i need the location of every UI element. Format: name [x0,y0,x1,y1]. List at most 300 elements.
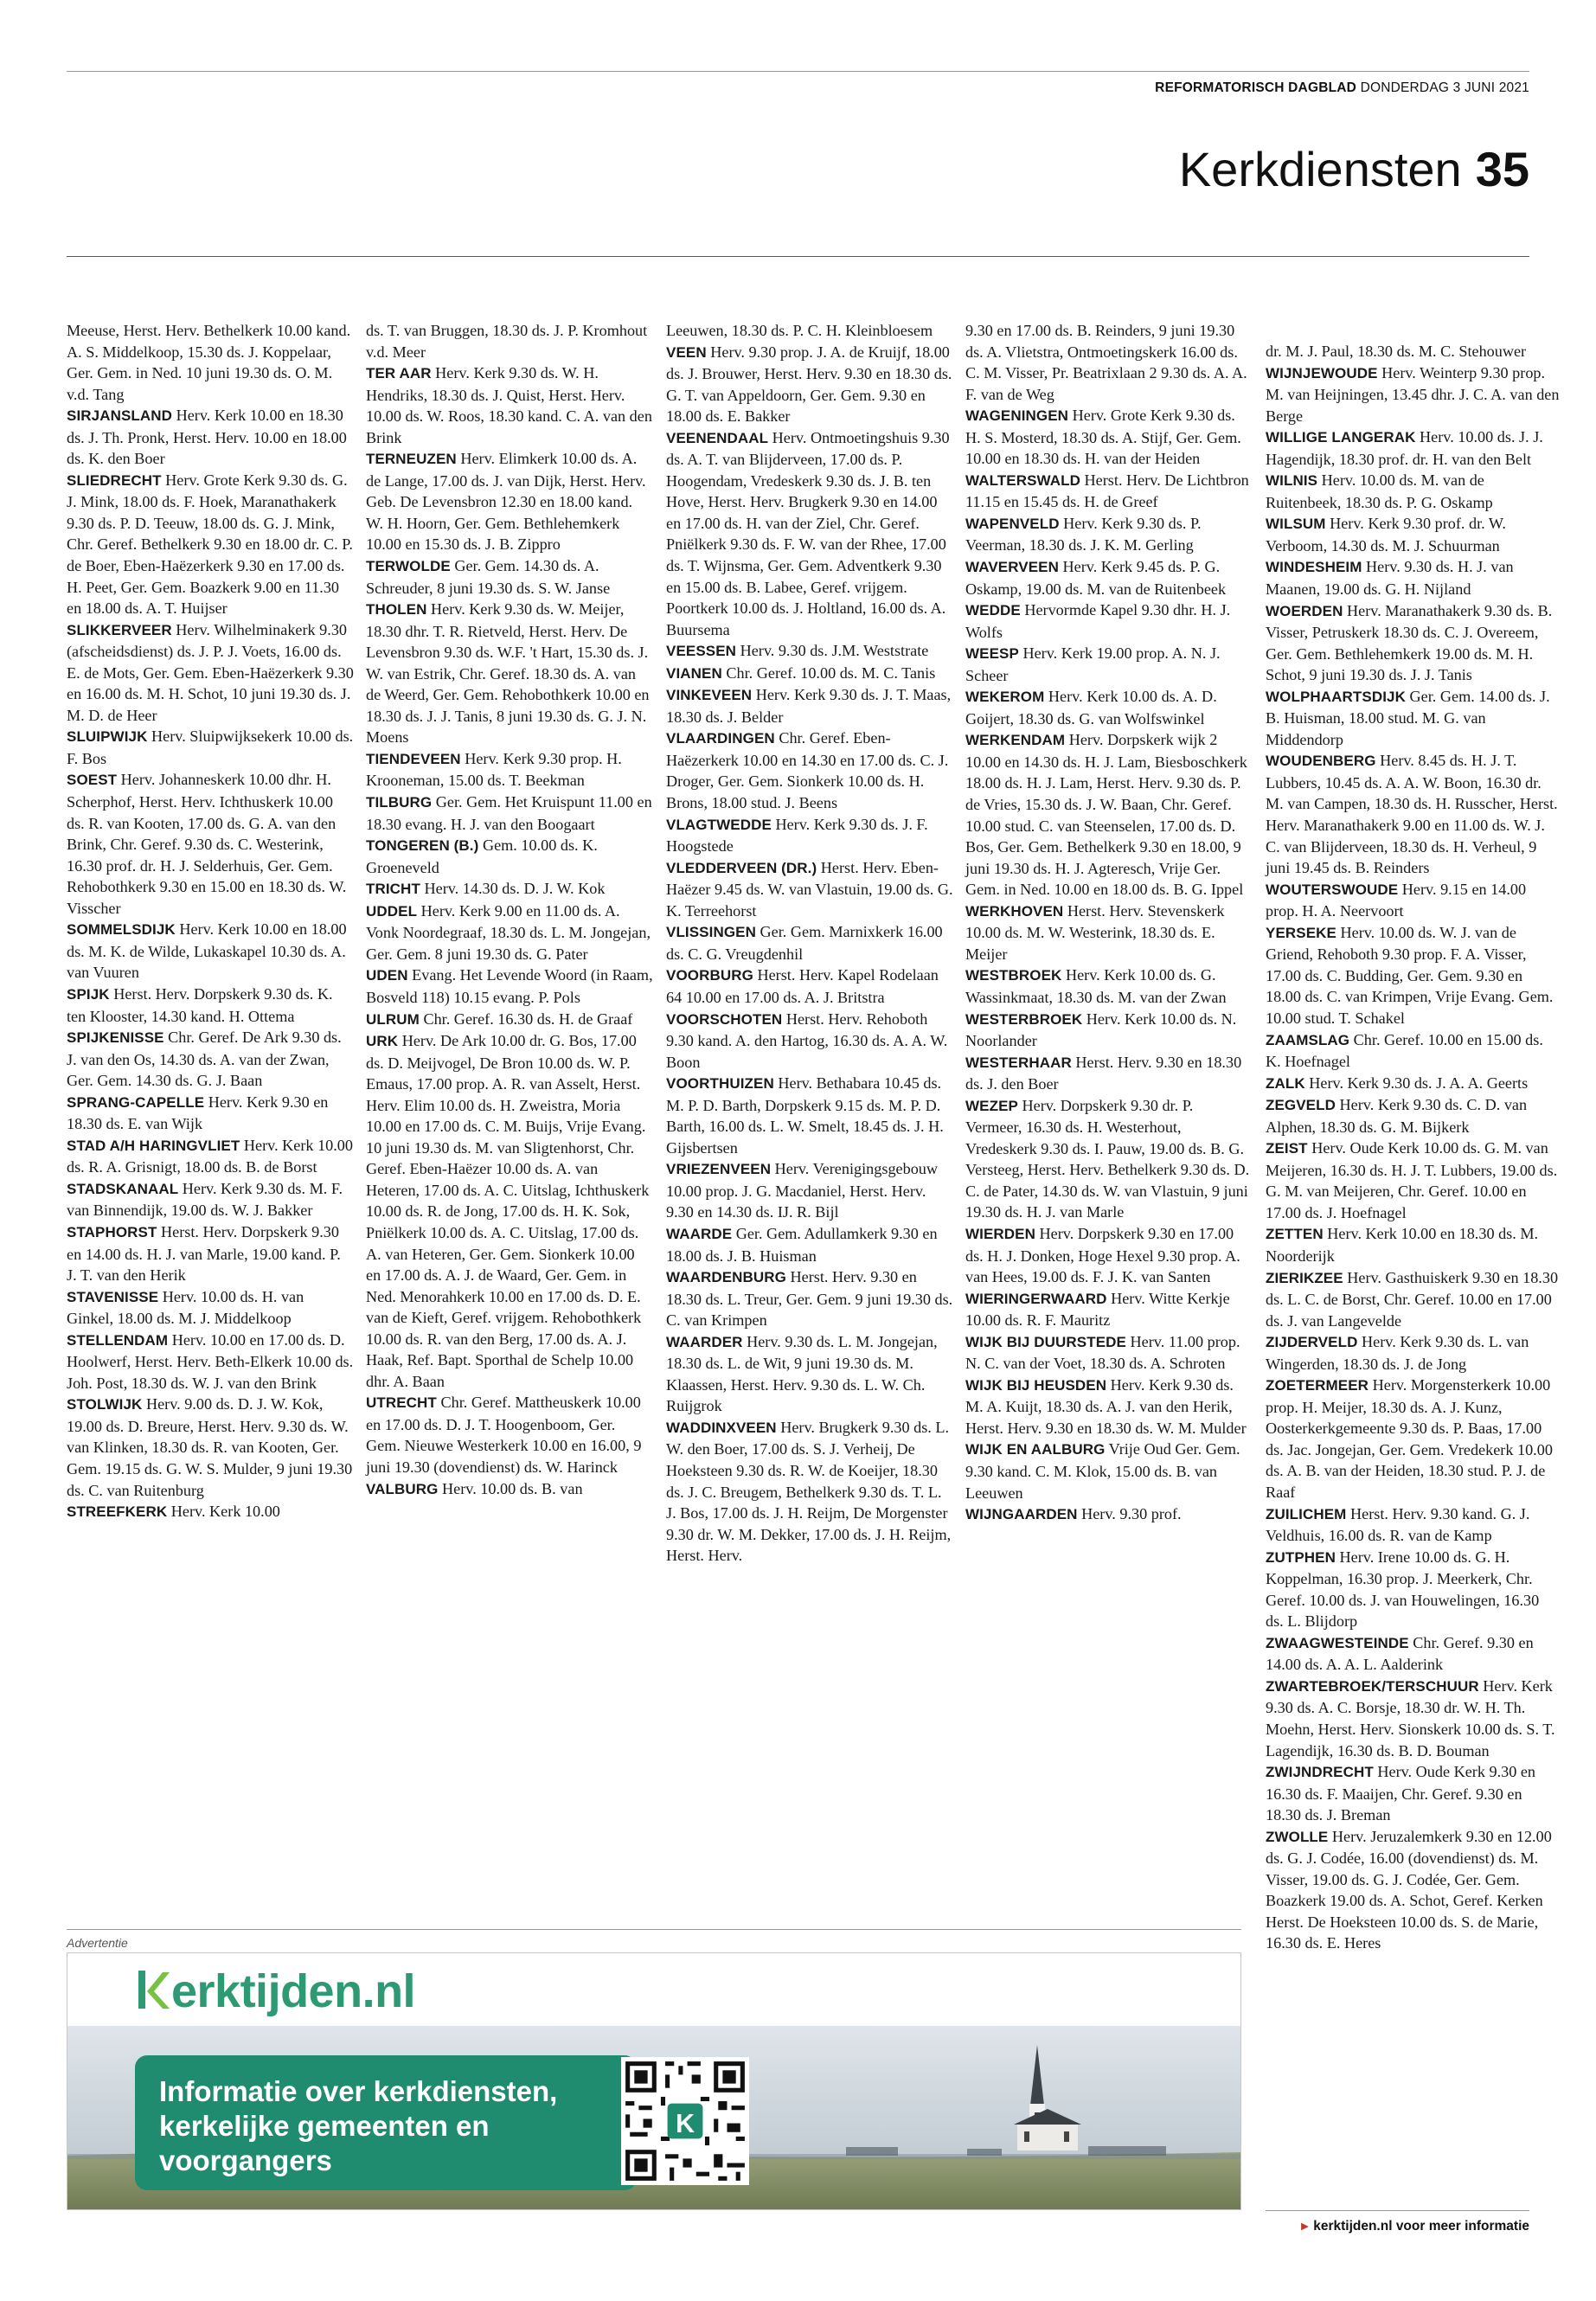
place-name: ZOETERMEER [1266,1377,1369,1394]
logo-text: erktijden.nl [171,1965,416,2017]
church-listing [965,1439,1253,1503]
place-name: ZAAMSLAG [1266,1031,1350,1048]
place-name: WESTERBROEK [965,1010,1083,1028]
church-listing [666,814,953,857]
place-name: UDDEL [366,902,418,920]
church-listing [67,1178,354,1221]
church-listing [965,901,1253,965]
church-listing [666,727,953,813]
church-listing [965,320,1253,405]
church-listing [1266,1632,1560,1676]
service-details: Herv. Kerk 9.30 ds. J. T. Maas, 18.30 ds. J. Belder [666,686,952,726]
church-listing [666,1073,953,1158]
service-details: Herv. 11.00 prop. N. C. van der Voet, 18.30 ds. A. Schroten [965,1332,1240,1373]
ad-headline-box [135,2055,637,2190]
service-details: Herv. Kerk 10.00 ds. R. A. Grisnigt, 18.00 ds. B. de Borst [67,1136,353,1176]
church-listing [1266,1267,1560,1332]
service-details: Leeuwen, 18.30 ds. P. C. H. Kleinbloesem [666,322,933,339]
church-listing [1266,426,1560,470]
service-details: Herst. Herv. De Lichtbron 11.15 en 15.45 ds. H. de Greef [965,471,1249,511]
church-listing [666,1009,953,1074]
church-listing [1266,1503,1560,1547]
church-listing [67,470,354,619]
church-listing [366,748,653,792]
service-details: Herst. Herv. Dorpskerk 9.30 en 14.00 ds. H. J. van Marle, 19.00 kand. P. J. T. van den Herik [67,1222,341,1285]
footer-rule [1266,2210,1529,2211]
place-name: STAVENISSE [67,1288,159,1305]
service-details: Herv. Kerk 9.30 ds. L. van Wingerden, 18.30 ds. J. de Jong [1266,1333,1529,1373]
service-details: Chr. Geref. De Ark 9.30 ds. J. van den Os, 14.30 ds. A. van der Zwan, Ger. Gem. 14.30 ds. G. J. Baan [67,1029,342,1090]
place-name: SOMMELSDIJK [67,921,176,939]
place-name: WIJK EN AALBURG [965,1441,1106,1458]
place-name: VLAARDINGEN [666,730,775,747]
service-details: Herv. Kerk 9.30 ds. C. D. van Alphen, 18.30 ds. G. M. Bijkerk [1266,1096,1528,1136]
service-details: Herv. Gasthuiskerk 9.30 en 18.30 ds. L. C. de Borst, Chr. Geref. 10.00 en 17.00 ds. J. van Langevelde [1266,1268,1559,1330]
service-details: Herv. Kerk 9.30 ds. M. F. van Binnendijk, 19.00 ds. W. J. Bakker [67,1179,343,1220]
place-name: ZALK [1266,1074,1305,1092]
service-details: Herv. Grote Kerk 9.30 ds. G. J. Mink, 18.00 ds. F. Hoek, Maranathakerk 9.30 ds. P. D. Teeuw, 18.00 ds. G. J. Mink, Chr. Geref. Bethelkerk 9.30 en 18.00 dr. C. P. de Boer, Eben-Haëzerkerk 9.30 en 17.00 ds. H. Peet, Ger. Gem. Boazkerk 9.00 en 11.30 en 18.00 ds. A. T. Huijser [67,471,353,618]
service-details: Herv. Jeruzalemkerk 9.30 en 12.00 ds. G. J. Codée, 16.00 (dovendienst) ds. M. Visser, 19.00 ds. G. J. Codée, Ger. Gem. Boazkerk 19.00 ds. A. Schot, Geref. Kerken Herst. De Hoeksteen 10.00 ds. S. de Marie, 16.30 ds. E. Heres [1266,1827,1552,1952]
service-details: Chr. Geref. Eben-Haëzerkerk 10.00 en 14.30 en 17.00 ds. C. J. Droger, Ger. Gem. Sionkerk 10.00 ds. H. Brons, 18.00 stud. J. Beens [666,729,949,812]
church-listing [67,320,354,405]
place-name: WEZEP [965,1097,1018,1114]
service-details: Chr. Geref. 9.30 en 14.00 ds. A. A. L. Aalderink [1266,1633,1534,1674]
service-details: Chr. Geref. 10.00 ds. M. C. Tanis [721,663,936,682]
service-details: Evang. Het Levende Woord (in Raam, Bosveld 118) 10.15 evang. P. Pols [366,966,653,1006]
church-listing [965,1223,1253,1288]
section-title [1178,142,1529,196]
place-name: WILNIS [1266,472,1318,490]
service-details: Herv. Kerk 9.30 prop. H. Krooneman, 15.00 ds. T. Beekman [366,749,622,790]
place-name: TERWOLDE [366,558,451,575]
church-listing [1266,1547,1560,1632]
kerktijden-logo [135,1962,415,2018]
service-details: Herv. Weinterp 9.30 prop. M. van Heijningen, 13.45 dhr. J. C. A. van den Berge [1266,363,1560,425]
service-details: Herv. Kerk 9.30 ds. P. Veerman, 18.30 ds. J. K. M. Gerling [965,514,1202,554]
service-details: Herv. 10.00 ds. M. van de Ruitenbeek, 18.30 ds. P. G. Oskamp [1266,471,1493,511]
place-name: SLIKKERVEER [67,621,172,638]
place-name: ZWIJNDRECHT [1266,1764,1374,1781]
service-details: Gem. 10.00 ds. K. Groeneveld [366,836,598,876]
church-listing [666,921,953,965]
church-listing [965,556,1253,599]
church-listing [965,1288,1253,1331]
service-details: Herv. Grote Kerk 9.30 ds. H. S. Mosterd, 18.30 ds. A. Stijf, Ger. Gem. 10.00 en 18.30 ds. H. van der Heiden [965,407,1241,468]
church-listing [1266,922,1560,1029]
service-details: Herst. Herv. Kapel Rodelaan 64 10.00 en 17.00 ds. A. J. Britstra [666,966,939,1006]
place-name: WEDDE [965,602,1021,619]
church-listing [67,1394,354,1501]
service-details: Ger. Gem. Marnixkerk 16.00 ds. C. G. Vreugdenhil [666,923,943,963]
place-name: UTRECHT [366,1394,437,1412]
church-listing [1266,1094,1560,1138]
service-details: Herv. Wilhelminakerk 9.30 (afscheidsdienst) ds. J. P. J. Voets, 16.00 ds. E. de Mots, Ger. Gem. Eben-Haëzerkerk 9.30 en 16.00 ds. M. H. Schot, 10 juni 19.30 ds. J. M. D. de Heer [67,620,354,724]
service-details: Herv. Kerk 10.00 en 18.30 ds. M. Noorderijk [1266,1225,1539,1265]
service-details: dr. M. J. Paul, 18.30 ds. M. C. Stehouwer [1266,343,1527,360]
church-listing [366,965,653,1008]
church-listing [965,965,1253,1008]
service-details: Herv. Ontmoetingshuis 9.30 ds. A. T. van Blijderveen, 17.00 ds. P. Hoogendam, Vredeskerk 9.30 ds. J. B. ten Hove, Herst. Herv. Brugkerk 9.30 en 14.00 en 17.00 ds. H. van der Ziel, Chr. Geref. Pniëlkerk 9.30 ds. F. W. van der Rhee, 17.00 ds. T. Wijnsma, Ger. Gem. Adventkerk 9.30 en 15.00 ds. B. Labee, Geref. vrijgem. Poortkerk 10.00 ds. J. Holtland, 16.00 ds. A. Buursema [666,428,950,638]
church-listing [67,1027,354,1092]
church-listing [366,901,653,965]
place-name: SPIJKENISSE [67,1029,164,1047]
place-name: SPIJK [67,985,110,1003]
church-listing [1266,362,1560,427]
place-name: TRICHT [366,881,420,898]
place-name: WOERDEN [1266,602,1343,619]
place-name: ZETTEN [1266,1226,1324,1243]
church-listing [666,427,953,640]
church-listing [1266,1761,1560,1826]
place-name: WIJK BIJ DUURSTEDE [965,1333,1126,1350]
service-details: Herv. Sluipwijksekerk 10.00 ds. F. Bos [67,727,354,767]
place-name: WERKHOVEN [965,902,1064,920]
masthead-date: DONDERDAG 3 JUNI 2021 [1360,80,1529,95]
church-listing [666,320,953,342]
church-listing [366,555,653,599]
place-name: SOEST [67,772,118,789]
place-name: UDEN [366,967,408,984]
place-name: YERSEKE [1266,924,1336,941]
place-name: WAPENVELD [965,515,1060,532]
section-rule [67,256,1529,257]
church-listing [1266,1073,1560,1095]
service-details: Herv. Kerk 10.00 [167,1503,280,1521]
place-name: VRIEZENVEEN [666,1161,772,1178]
place-name: VALBURG [366,1480,439,1497]
service-details: Herv. 9.30 ds. L. M. Jongejan, 18.30 ds. L. de Wit, 9 juni 19.30 ds. M. Klaassen, Herst. Herv. 9.30 ds. L. W. Ch. Ruijgrok [666,1332,938,1415]
place-name: SLUIPWIJK [67,728,148,746]
service-details: Herst. Herv. Eben-Haëzer 9.45 ds. W. van Vlastuin, 19.00 ds. G. K. Terreehorst [666,858,953,920]
service-details: Herst. Herv. 9.30 kand. G. J. Veldhuis, 16.00 ds. R. van de Kamp [1266,1504,1530,1545]
service-details: Herv. Dorpskerk 9.30 en 17.00 ds. H. J. Donken, Hoge Hexel 9.30 prop. A. van Hees, 19.00 ds. F. J. K. van Santen [965,1224,1240,1286]
service-details: Herst. Herv. Stevenskerk 10.00 ds. M. W. Westerink, 18.30 ds. E. Meijer [965,901,1225,963]
qr-code-icon[interactable] [621,2057,749,2185]
top-rule [67,71,1529,72]
service-details: Herv. 9.00 ds. D. J. W. Kok, 19.00 ds. D. Breure, Herst. Herv. 9.30 ds. W. van Klinken, 18.30 ds. R. van Kooten, Ger. Gem. 19.15 ds. G. W. S. Mulder, 9 juni 19.30 ds. C. van Ruitenburg [67,1395,353,1499]
column-2 [366,320,653,1500]
more-info-link[interactable] [1301,2218,1529,2234]
church-listing [965,686,1253,729]
church-listing [666,1158,953,1223]
church-listing [1266,341,1560,362]
church-listing [366,599,653,748]
ad-headline-line-3: voorgangers [159,2144,332,2176]
service-details: Chr. Geref. 16.30 ds. H. de Graaf [419,1009,633,1028]
service-details: Herv. Kerk 9.30 prof. dr. W. Verboom, 14.30 ds. M. J. Schuurman [1266,515,1506,554]
service-details: Herv. Morgensterkerk 10.00 prop. H. Meijer, 18.30 ds. A. J. Kunz, Oosterkerkgemeente 9.30 ds. P. Baas, 17.00 ds. Jac. Jongejan, Ger. Gem. Vredekerk 10.00 ds. A. B. van der Heiden, 18.30 stud. P. J. de Raaf [1266,1376,1553,1501]
place-name: VLAGTWEDDE [666,816,772,833]
service-details: Herv. 10.00 ds. H. van Ginkel, 18.00 ds. M. J. Middelkoop [67,1287,304,1328]
place-name: TILBURG [366,794,433,811]
service-details: Herv. Witte Kerkje 10.00 ds. R. F. Mauritz [965,1289,1230,1330]
church-listing [67,1092,354,1135]
church-listing [666,342,953,427]
church-listing [1266,1676,1560,1761]
place-name: WEKEROM [965,689,1045,706]
service-details: Herv. Kerk 9.30 ds. W. Meijer, 18.30 dhr. T. R. Rietveld, Herst. Herv. De Levensbron 9.30 ds. W.F. 't Hart, 15.30 ds. J. W. van Estrik, Chr. Geref. 18.30 ds. A. van de Weerd, Ger. Gem. Rehobothkerk 10.00 en 18.30 ds. J. J. Tanis, 8 juni 19.30 ds. G. J. N. Moens [366,600,650,747]
place-name: ZIJDERVELD [1266,1334,1358,1351]
service-details: Herv. Kerk 10.00 ds. N. Noorlander [965,1009,1237,1050]
church-listing [366,1030,653,1392]
church-listing [366,792,653,835]
place-name: ZIERIKZEE [1266,1269,1343,1286]
church-listing [965,643,1253,686]
place-name: WIERDEN [965,1225,1035,1242]
place-name: WERKENDAM [965,732,1066,749]
service-details: Herv. Maranathakerk 9.30 ds. B. Visser, Petruskerk 18.30 ds. C. J. Overeem, Ger. Gem. Bethlehemkerk 19.00 ds. M. H. Schot, 9 juni 19.30 ds. J. J. Tanis [1266,601,1553,684]
place-name: WAARDENBURG [666,1269,786,1286]
column-5 [1266,341,1560,1954]
church-listing [67,1501,354,1523]
place-name: TER AAR [366,365,432,382]
church-listing [666,965,953,1008]
church-listing [965,1052,1253,1095]
church-listing [965,1375,1253,1439]
place-name: VEEN [666,343,707,361]
church-listing [1266,470,1560,513]
service-details: Herv. Dorpskerk wijk 2 10.00 en 14.30 ds. H. J. Lam, Biesboschkerk 18.00 ds. H. J. Lam, Herst. Herv. 9.30 ds. P. de Vries, 15.30 ds. J. W. Baan, Chr. Geref. 10.00 stud. C. van Steenselen, 17.00 ds. D. Bos, Ger. Gem. Bethelkerk 9.30 en 18.00, 9 juni 19.30 ds. H. J. Agteresch, Vrije Ger. Gem. in Ned. 10.00 en 18.00 ds. B. G. Ippel [965,731,1247,899]
church-listing [67,1330,354,1394]
place-name: WIERINGERWAARD [965,1290,1107,1307]
place-name: ZWOLLE [1266,1828,1329,1845]
service-details: Chr. Geref. 10.00 en 15.00 ds. K. Hoefnagel [1266,1030,1543,1071]
church-listing [1266,1826,1560,1954]
arrow-right-icon: ▸ [1301,2219,1309,2234]
column-1 [67,320,354,1523]
service-details: Herv. 8.45 ds. H. J. T. Lubbers, 10.45 ds. A. A. W. Boon, 16.30 dr. M. van Campen, 18.30 ds. H. Russcher, Herst. Herv. Maranathakerk 9.00 en 11.00 ds. W. J. C. van Blijderveen, 18.30 ds. H. Verheul, 9 juni 19.45 ds. B. Reinders [1266,752,1558,877]
place-name: TERNEUZEN [366,451,457,468]
church-listing [366,1478,653,1501]
church-listing [1266,879,1560,922]
service-details: Vrije Oud Ger. Gem. 9.30 kand. C. M. Klok, 15.00 ds. B. van Leeuwen [965,1440,1240,1502]
ad-headline-line-2: kerkelijke gemeenten en [159,2110,490,2142]
place-name: ZEGVELD [1266,1097,1336,1114]
service-details: Herv. 9.30 prop. J. A. de Kruijf, 18.00 ds. J. Brouwer, Herst. Herv. 9.30 en 18.30 ds. G. T. van Appeldoorn, Ger. Gem. 9.30 en 18.00 ds. E. Bakker [666,343,952,426]
church-listing [1266,686,1560,751]
church-listing [366,362,653,448]
ad-rule [67,1929,1241,1930]
place-name: WIJNJEWOUDE [1266,364,1378,381]
service-details: Ger. Gem. Adullamkerk 9.30 en 18.00 ds. J. B. Huisman [666,1224,938,1265]
service-details: Herv. Irene 10.00 ds. G. H. Koppelman, 16.30 prop. J. Meerkerk, Chr. Geref. 10.00 ds. J. van Houwelingen, 16.30 ds. L. Blijdorp [1266,1548,1540,1631]
service-details: Herv. Oude Kerk 10.00 ds. G. M. van Meijeren, 16.30 ds. H. J. T. Lubbers, 19.00 ds. G. M. van Meijeren, Chr. Geref. 10.00 en 17.00 ds. J. Hoefnagel [1266,1139,1558,1221]
place-name: WOUTERSWOUDE [1266,881,1399,898]
place-name: ZUTPHEN [1266,1548,1336,1566]
service-details: Herv. Kerk 9.30 ds. M. A. Kuijt, 18.30 ds. A. J. van den Herik, Herst. Herv. 9.30 en 18.30 ds. W. M. Mulder [965,1375,1247,1437]
service-details: Herv. Bethabara 10.45 ds. M. P. D. Barth, Dorpskerk 9.15 ds. M. P. D. Barth, 16.00 ds. L. W. Smelt, 18.45 ds. J. H. Gijsbertsen [666,1074,944,1157]
place-name: WAGENINGEN [965,407,1069,425]
section-name: Kerkdiensten [1178,142,1462,196]
church-listing [67,726,354,769]
place-name: SPRANG-CAPELLE [67,1093,205,1111]
service-details: ds. T. van Bruggen, 18.30 ds. J. P. Kromhout v.d. Meer [366,322,648,361]
place-name: ZWAAGWESTEINDE [1266,1634,1409,1651]
service-details: Herv. Kerk 10.00 ds. A. D. Goijert, 18.30 ds. G. van Wolfswinkel [965,688,1217,727]
service-details: Ger. Gem. 14.30 ds. A. Schreuder, 8 juni 19.30 ds. S. W. Janse [366,557,611,597]
place-name: WOUDENBERG [1266,753,1376,770]
place-name: VLEDDERVEEN (DR.) [666,859,817,876]
church-listing [67,919,354,984]
service-details: Ger. Gem. Het Kruispunt 11.00 en 18.30 evang. H. J. van den Boogaart [366,793,652,833]
place-name: WAVERVEEN [965,559,1059,576]
church-listing [366,1009,653,1031]
column-4 [965,320,1253,1526]
church-listing [666,663,953,685]
place-name: SLIEDRECHT [67,471,162,489]
service-details: Herv. Kerk 9.45 ds. P. G. Oskamp, 19.00 ds. M. van de Ruitenbeek [965,558,1227,598]
church-listing [67,984,354,1027]
ad-headline-line-1: Informatie over kerkdiensten, [159,2075,558,2107]
service-details: Herv. Elimkerk 10.00 ds. A. de Lange, 17.00 ds. J. van Dijk, Herst. Herv. Geb. De Levensbron 12.30 en 18.00 kand. W. H. Hoorn, Ger. Gem. Bethlehemkerk 10.00 en 15.30 ds. J. B. Zippro [366,450,646,554]
place-name: SIRJANSLAND [67,407,173,425]
place-name: TIENDEVEEN [366,750,461,767]
place-name: WADDINXVEEN [666,1419,777,1436]
church-listing [67,1286,354,1330]
church-listing [1266,750,1560,878]
church-listing [67,405,354,470]
place-name: WAARDER [666,1333,743,1350]
service-details: Herv. Kerk 10.00 ds. G. Wassinkmaat, 18.30 ds. M. van der Zwan [965,966,1227,1006]
service-details: Herv. Johanneskerk 10.00 dhr. H. Scherphof, Herst. Herv. Ichthuskerk 10.00 ds. R. van Kooten, 17.00 ds. G. A. van den Brink, Chr. Geref. 9.30 ds. C. Westerink, 16.30 prof. dr. H. J. Selderhuis, Ger. Gem. Rehobothkerk 9.30 en 15.00 en 18.30 ds. W. Visscher [67,771,347,917]
place-name: ULRUM [366,1010,420,1028]
church-listing [1266,556,1560,599]
service-details: Herv. 10.00 ds. B. van [438,1479,583,1497]
church-listing [965,405,1253,470]
church-listing [666,1223,953,1266]
place-name: VEESSEN [666,643,737,660]
church-listing [965,470,1253,513]
church-listing [666,857,953,922]
service-details: Herv. Kerk 9.30 ds. J. A. A. Geerts [1304,1074,1529,1092]
service-details: Herv. Brugkerk 9.30 ds. L. W. den Boer, 17.00 ds. S. J. Verheij, De Hoeksteen 9.30 ds. R. W. de Koeijer, 18.30 ds. J. C. Breugem, Bethelkerk 9.30 ds. T. L. J. Bos, 17.00 ds. J. H. Reijm, De Morgenster 9.30 dr. W. M. Dekker, 17.00 ds. J. H. Reijm, Herst. Herv. [666,1418,952,1565]
service-details: Chr. Geref. Mattheuskerk 10.00 en 17.00 ds. D. J. T. Hoogenboom, Ger. Gem. Nieuwe Westerkerk 10.00 en 16.00, 9 juni 19.30 (dovendienst) ds. W. Harinck [366,1394,642,1476]
page-number: 35 [1475,142,1529,196]
church-listing [965,1503,1253,1526]
place-name: WEESP [965,645,1019,663]
church-listing [1266,1223,1560,1266]
service-details: 9.30 en 17.00 ds. B. Reinders, 9 juni 19.30 ds. A. Vlietstra, Ontmoetingskerk 16.00 ds. C. M. Visser, Pr. Beatrixlaan 2 9.30 ds. A. A. F. van de Weg [965,322,1247,403]
place-name: WAARDE [666,1225,733,1242]
advertisement[interactable] [67,1952,1241,2210]
place-name: STAD A/H HARINGVLIET [67,1137,240,1154]
church-listing [666,684,953,727]
service-details: Meeuse, Herst. Herv. Bethelkerk 10.00 kand. A. S. Middelkoop, 15.30 ds. J. Koppelaar, Ger. Gem. in Ned. 10 juni 19.30 ds. O. M. v.d. Tang [67,322,351,403]
church-listing [965,1095,1253,1223]
church-listing [366,878,653,901]
masthead-paper: REFORMATORISCH DAGBLAD [1155,80,1357,95]
place-name: VOORSCHOTEN [666,1010,783,1028]
service-details: Herv. Oude Kerk 9.30 en 16.30 ds. F. Maaijen, Chr. Geref. 9.30 en 18.30 ds. J. Breman [1266,1763,1536,1824]
service-details: Herst. Herv. 9.30 en 18.30 ds. L. Treur, Ger. Gem. 9 juni 19.30 ds. C. van Krimpen [666,1268,953,1330]
place-name: STADSKANAAL [67,1180,179,1197]
church-listing [666,640,953,663]
church-listing [1266,1375,1560,1503]
church-listing [965,513,1253,556]
k-logo-icon [135,1967,170,2012]
place-name: WESTERHAAR [965,1054,1072,1071]
service-details: Herv. Kerk 9.30 ds. A. C. Borsje, 18.30 dr. W. H. Th. Moehn, Herst. Herv. Sionskerk 10.00 ds. S. T. Lagendijk, 16.30 ds. B. D. Bouman [1266,1676,1555,1759]
service-details: Herv. De Ark 10.00 dr. G. Bos, 17.00 ds. D. Meijvogel, De Bron 10.00 ds. W. P. Emaus, 17.00 prop. A. R. van Asselt, Herst. Herv. Elim 10.00 ds. H. Zweistra, Moria 10.00 en 17.00 ds. C. M. Buijs, Vrije Evang. 10 juni 19.30 ds. M. van Sligtenhorst, Chr. Geref. Eben-Haëzer 10.00 ds. A. van Heteren, 17.00 ds. A. C. Uitslag, Ichthuskerk 10.00 ds. R. de Jong, 17.00 ds. H. K. Sok, Pniëlkerk 10.00 ds. A. C. Uitslag, 17.00 ds. A. van Heteren, Ger. Gem. Sionkerk 10.00 en 17.00 ds. A. J. de Waard, Ger. Gem. in Ned. Menorahkerk 10.00 en 17.00 ds. D. E. van de Kieft, Geref. vrijgem. Rehobothkerk 10.00 ds. R. van den Berg, 17.00 ds. A. J. Haak, Ref. Bapt. Sporthal de Schelp 10.00 dhr. A. Baan [366,1032,650,1390]
church-listing [67,619,354,727]
service-details: Herv. Dorpskerk 9.30 dr. P. Vermeer, 16.30 ds. H. Westerhout, Vredeskerk 9.30 ds. I. Pauw, 19.00 ds. B. G. Versteeg, Herst. Herv. Bethelkerk 9.30 ds. D. C. de Pater, 14.30 ds. W. van Vlastuin, 9 juni 19.30 ds. H. J. van Marle [965,1096,1250,1221]
column-3 [666,320,953,1567]
place-name: VOORBURG [666,967,753,984]
church-listing [965,1009,1253,1052]
service-details: Herv. Kerk 9.30 ds. J. F. Hoogstede [666,815,928,856]
service-details: Herv. 9.30 prof. [1077,1505,1182,1523]
place-name: VIANEN [666,664,722,682]
service-details: Herv. 10.00 ds. W. J. van de Griend, Rehoboth 9.30 prop. F. A. Visser, 17.00 ds. C. Budding, Ger. Gem. 9.30 en 18.00 ds. C. van Krimpen, Vrije Evang. Gem. 10.00 stud. T. Schakel [1266,923,1554,1027]
place-name: STAPHORST [67,1223,157,1240]
church-listing [366,448,653,555]
place-name: WOLPHAARTSDIJK [1266,688,1406,705]
service-details: Herv. Kerk 9.30 ds. W. H. Hendriks, 18.30 ds. J. Quist, Herst. Herv. 10.00 ds. W. Roos, 18.30 kand. C. A. van den Brink [366,364,652,446]
service-details: Herv. 9.15 en 14.00 prop. H. A. Neervoort [1266,880,1527,920]
place-name: VOORTHUIZEN [666,1075,774,1093]
masthead [1155,80,1529,96]
place-name: ZWARTEBROEK/TERSCHUUR [1266,1677,1479,1695]
church-listing [366,835,653,878]
church-listing [666,1417,953,1567]
church-listing [67,769,354,919]
more-info-text: kerktijden.nl voor meer informatie [1313,2219,1529,2234]
service-details: Herv. 14.30 ds. D. J. W. Kok [420,880,606,898]
service-details: Herst. Herv. 9.30 en 18.30 ds. J. den Boer [965,1053,1242,1093]
place-name: ZEIST [1266,1140,1308,1157]
church-listing [366,320,653,362]
place-name: WIJNGAARDEN [965,1506,1078,1523]
church-listing [67,1221,354,1286]
place-name: VINKEVEEN [666,687,753,704]
service-details: Herv. Kerk 19.00 prop. A. N. J. Scheer [965,644,1221,684]
place-name: WINDESHEIM [1266,559,1362,576]
place-name: WILSUM [1266,516,1326,533]
church-listing [1266,513,1560,556]
service-details: Herv. 9.30 ds. H. J. van Maanen, 19.00 ds. G. H. Nijland [1266,558,1514,599]
service-details: Herv. Kerk 10.00 en 18.30 ds. J. Th. Pronk, Herst. Herv. 10.00 en 18.00 ds. K. den Boer [67,407,347,468]
church-listing [1266,1331,1560,1375]
place-name: VEENENDAAL [666,429,769,446]
service-details: Herv. Verenigingsgebouw 10.00 prop. J. G. Macdaniel, Herst. Herv. 9.30 en 14.30 ds. IJ. R. Bijl [666,1160,939,1221]
place-name: WILLIGE LANGERAK [1266,429,1416,446]
service-details: Herv. Kerk 9.30 en 18.30 ds. E. van Wijk [67,1093,329,1133]
service-details: Herv. Kerk 9.00 en 11.00 ds. A. Vonk Noordegraaf, 18.30 ds. L. M. Jongejan, Ger. Gem. 8 juni 19.30 ds. G. Pater [366,901,651,963]
service-details: Herst. Herv. Dorpskerk 9.30 ds. K. ten Klooster, 14.30 kand. H. Ottema [67,984,333,1025]
church-listing [67,1135,354,1178]
service-details: Ger. Gem. 14.00 ds. J. B. Huisman, 18.00 stud. M. G. van Middendorp [1266,687,1550,748]
service-details: Herv. Kerk 10.00 en 18.00 ds. M. K. de Wilde, Lukaskapel 10.30 ds. A. van Vuuren [67,920,347,982]
place-name: STELLENDAM [67,1331,169,1349]
service-details: Herv. 9.30 ds. J.M. Weststrate [736,642,929,660]
church-listing [1266,600,1560,686]
church-listing [965,599,1253,643]
church-listing [666,1331,953,1417]
church-listing [965,729,1253,900]
service-details: Herv. 10.00 en 17.00 ds. D. Hoolwerf, Herst. Herv. Beth-Elkerk 10.00 ds. Joh. Post, 18.30 ds. W. J. van den Brink [67,1330,354,1392]
service-details: Herst. Herv. Rehoboth 9.30 kand. A. den Hartog, 16.30 ds. A. A. W. Boon [666,1009,948,1071]
church-listing [666,1266,953,1331]
church-listing [1266,1138,1560,1223]
place-name: STREEFKERK [67,1503,168,1521]
ad-label: Advertentie [67,1936,128,1950]
service-details: Herv. 10.00 ds. J. J. Hagendijk, 18.30 prof. dr. H. van den Belt [1266,428,1543,468]
church-listing [366,1392,653,1477]
place-name: WESTBROEK [965,967,1062,984]
place-name: TONGEREN (B.) [366,837,479,855]
service-details: Hervormde Kapel 9.30 dhr. H. J. Wolfs [965,601,1231,641]
svg-text:K: K [675,2108,695,2138]
